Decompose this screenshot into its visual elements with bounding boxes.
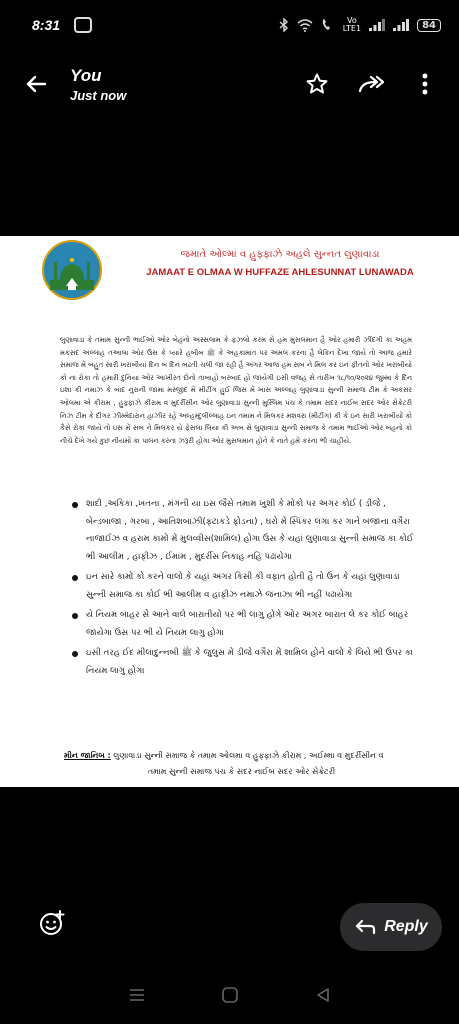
nav-home-button[interactable]	[218, 983, 242, 1007]
reply-label: Reply	[384, 918, 428, 935]
reply-icon	[354, 918, 376, 936]
issuer-line-2: તમામ સુન્ની સમાજ પંચ કે સદર નાઈબ સદર ઓર સેક્રેટરી	[147, 767, 336, 776]
rule-item-1: શાદી ,અકિકા ,ખતના , મંગની યા ઇસ જૈસે તમામ ખુશી કે મોકો પર અગર કોઈ ( ડીજે , બેન્ડબાજા , ગરબા , આતિશબાઝી(ફટાકડે ફોડના) , ઘરો મેં સ્પિકર લગા કર ગાને બજાના વગૈરા નાજાઈઝ વ હરામ કામોં મેં મુલવ્વીસ(શામિલ) હોગા ઉસ કે યહાં લુણાવાડા સુન્ની સમાજ કા કોઈ ભી આલીમ , હાફીઝ , ઈમામ , મુદર્રીસ નિકાહ નહિ પઢાયેગા	[72, 496, 417, 566]
signal-icon	[369, 19, 385, 31]
forward-icon	[357, 72, 385, 96]
status-time: 8:31	[32, 17, 61, 33]
volte-indicator	[343, 17, 361, 33]
wifi-calling-icon	[321, 18, 335, 32]
arrow-left-icon	[24, 72, 48, 96]
org-name-gujarati: જમાતે ઓલ્માં વ હુફ્ફાઝે અહલે સુન્નત લુણાવાડા	[180, 249, 380, 260]
issuer-line-1: લુણાવાડા સુન્ની સમાજ કે તમામ ઓલમા વ હુફ્ફાઝે કીરામ , અઈમ્મા વ મુદર્રીસીન વ	[113, 751, 384, 760]
sender-name: You	[70, 65, 102, 85]
rules-list	[72, 496, 417, 683]
app-notification-icon	[74, 17, 92, 33]
timestamp: Just now	[70, 87, 127, 103]
volte-bottom: LTE1	[342, 24, 362, 33]
notice-paragraph: લુણાવાડા કે તમામ સુન્ની ભાઈઓ ઓર બેહનો અસ્સલામ કે ફઝલો કરમ સે હમ મુસલમાન હૈ ઓર હમારી ઝીંદગી કા અહમ મકસદ અલ્લાહ તઆલા ઓર ઉસ કે પ્યારે હબીબ ﷺ કે અહકામાત પર અમલ કરના હૈ લેકિન દેખા જાયે તો આજ હમારે સમાજ મેં બહુત સારી ખરાબીયાં દિન બ દિન બઢતી ચલી જા રહી હૈ અગર આજ હમ સબ ને મિલ કર ઇન ફીતનોં ઓર ખરાબીયોં કો ના રોકા તો હમારી દુનિયા ઓર આખીરત દોનો તાબાહો બરબાદ હો જાયેગી ઇસી વજહ સે તારીખ ૧૮/૧૦/૨૦૨૪ જુમ્મા કે દિન ઇશા કી નમાઝ કે બાદ નુરાની જામા મસ્જીદ મેં મીટીંગ હુઈ જિસ મેં ખાસ અલ્લાહ લુણાવાડા સુન્ની સમાજ ટીમ કે અકસર ઓલમા એ કીરામ , હુફ્ફાઝે કીરામ વ મુદર્રીસીન ઓર લુણાવાડા સુન્ની મુસ્લિમ પંચ કે તમામ સદર નાઈબ સદર ઓર સેક્રેટરી નિઝ ટીમ કે દીગર ઝીમ્મેદારાન હાઝીર રહે અલ્હમ્દુલીલ્લાહ ઇન તમામ ને મિલકર મશવરા (મીટીંગ) કી કે ઇન સારી ખરાબીયોં કો કૈસે રોકા જાયે તો ઇસ મેં સબ ને મિલકર યે ફેસલા લિયા કી અબ સે લુણાવાડા સુન્ની સમાજ કે તમામ ભાઈઓ ઓર બહનો કો નીચે દેખે ગયે કુછ નીયમોં કા પાલન કરના ઝરૂરી હોગા ઓર મુસલમાન હોને કે નાતે હમેં કરના ભી ચાહીયે.	[60, 336, 412, 445]
rule-item-4: ઇસી તરહ ઈદ મીલાદુન્નબી ﷺ કે જુલુસ મેં ડીજે વગૈરા મેં શામિલ હોને વાલોં કે લિયે ભી ઉપર કા નિયમ લાગુ હોગા	[72, 645, 417, 680]
app-header	[0, 50, 459, 118]
star-button[interactable]	[301, 68, 333, 100]
issuer-note	[64, 748, 419, 780]
org-name-english: JAMAAT E OLMAA W HUFFAZE AHLESUNNAT LUNAWADA	[146, 267, 414, 278]
back-button[interactable]	[18, 66, 54, 102]
header-actions	[301, 68, 441, 100]
nav-recents-button[interactable]	[125, 983, 149, 1007]
signal-2-icon	[393, 19, 409, 31]
bluetooth-icon	[279, 18, 289, 32]
issuer-label: મીન જાનિબ :	[64, 751, 111, 760]
emoji-reaction-button[interactable]	[36, 907, 68, 939]
nav-back-button[interactable]	[311, 983, 335, 1007]
forward-button[interactable]	[355, 68, 387, 100]
home-icon	[222, 987, 238, 1003]
shared-document-image[interactable]	[0, 236, 459, 787]
wifi-icon	[297, 19, 313, 32]
battery-indicator: 84	[417, 19, 441, 32]
org-logo	[42, 240, 102, 300]
more-options-button[interactable]	[409, 68, 441, 100]
system-nav-bar	[0, 975, 459, 1015]
header-title-block	[70, 66, 126, 103]
recents-icon	[129, 988, 145, 1002]
nav-back-icon	[316, 987, 330, 1003]
emoji-add-icon	[38, 909, 66, 937]
status-icons	[279, 17, 441, 33]
volte-top: Vo	[347, 16, 357, 25]
status-bar	[0, 0, 459, 50]
mosque-logo-icon	[42, 240, 102, 300]
star-icon	[305, 72, 329, 96]
reply-button[interactable]	[340, 903, 442, 951]
more-vert-icon	[421, 72, 429, 96]
rule-item-3: યે નિયમ બાહર સે આને વાલે બારાતીયોં પર ભી લાગુ હોંગે ઓર અગર બારાત લે કર કોઈ બાહર જાયેગા ઉસ પર ભી યે નિયમ લાગુ હોગા	[72, 607, 417, 642]
rule-item-2: ઇન સારે કામોં કો કરને વાલોં કે યહાં અગર કિસી કી વફાત હોતી હૈ તો ઉન કે યહાં લુણાવાડા સુન્ની સમાજ કા કોઈ ભી આલીમ વ હાફીઝ નમાઝે જનાઝા ભી નહીં પઢાયેગા	[72, 569, 417, 604]
